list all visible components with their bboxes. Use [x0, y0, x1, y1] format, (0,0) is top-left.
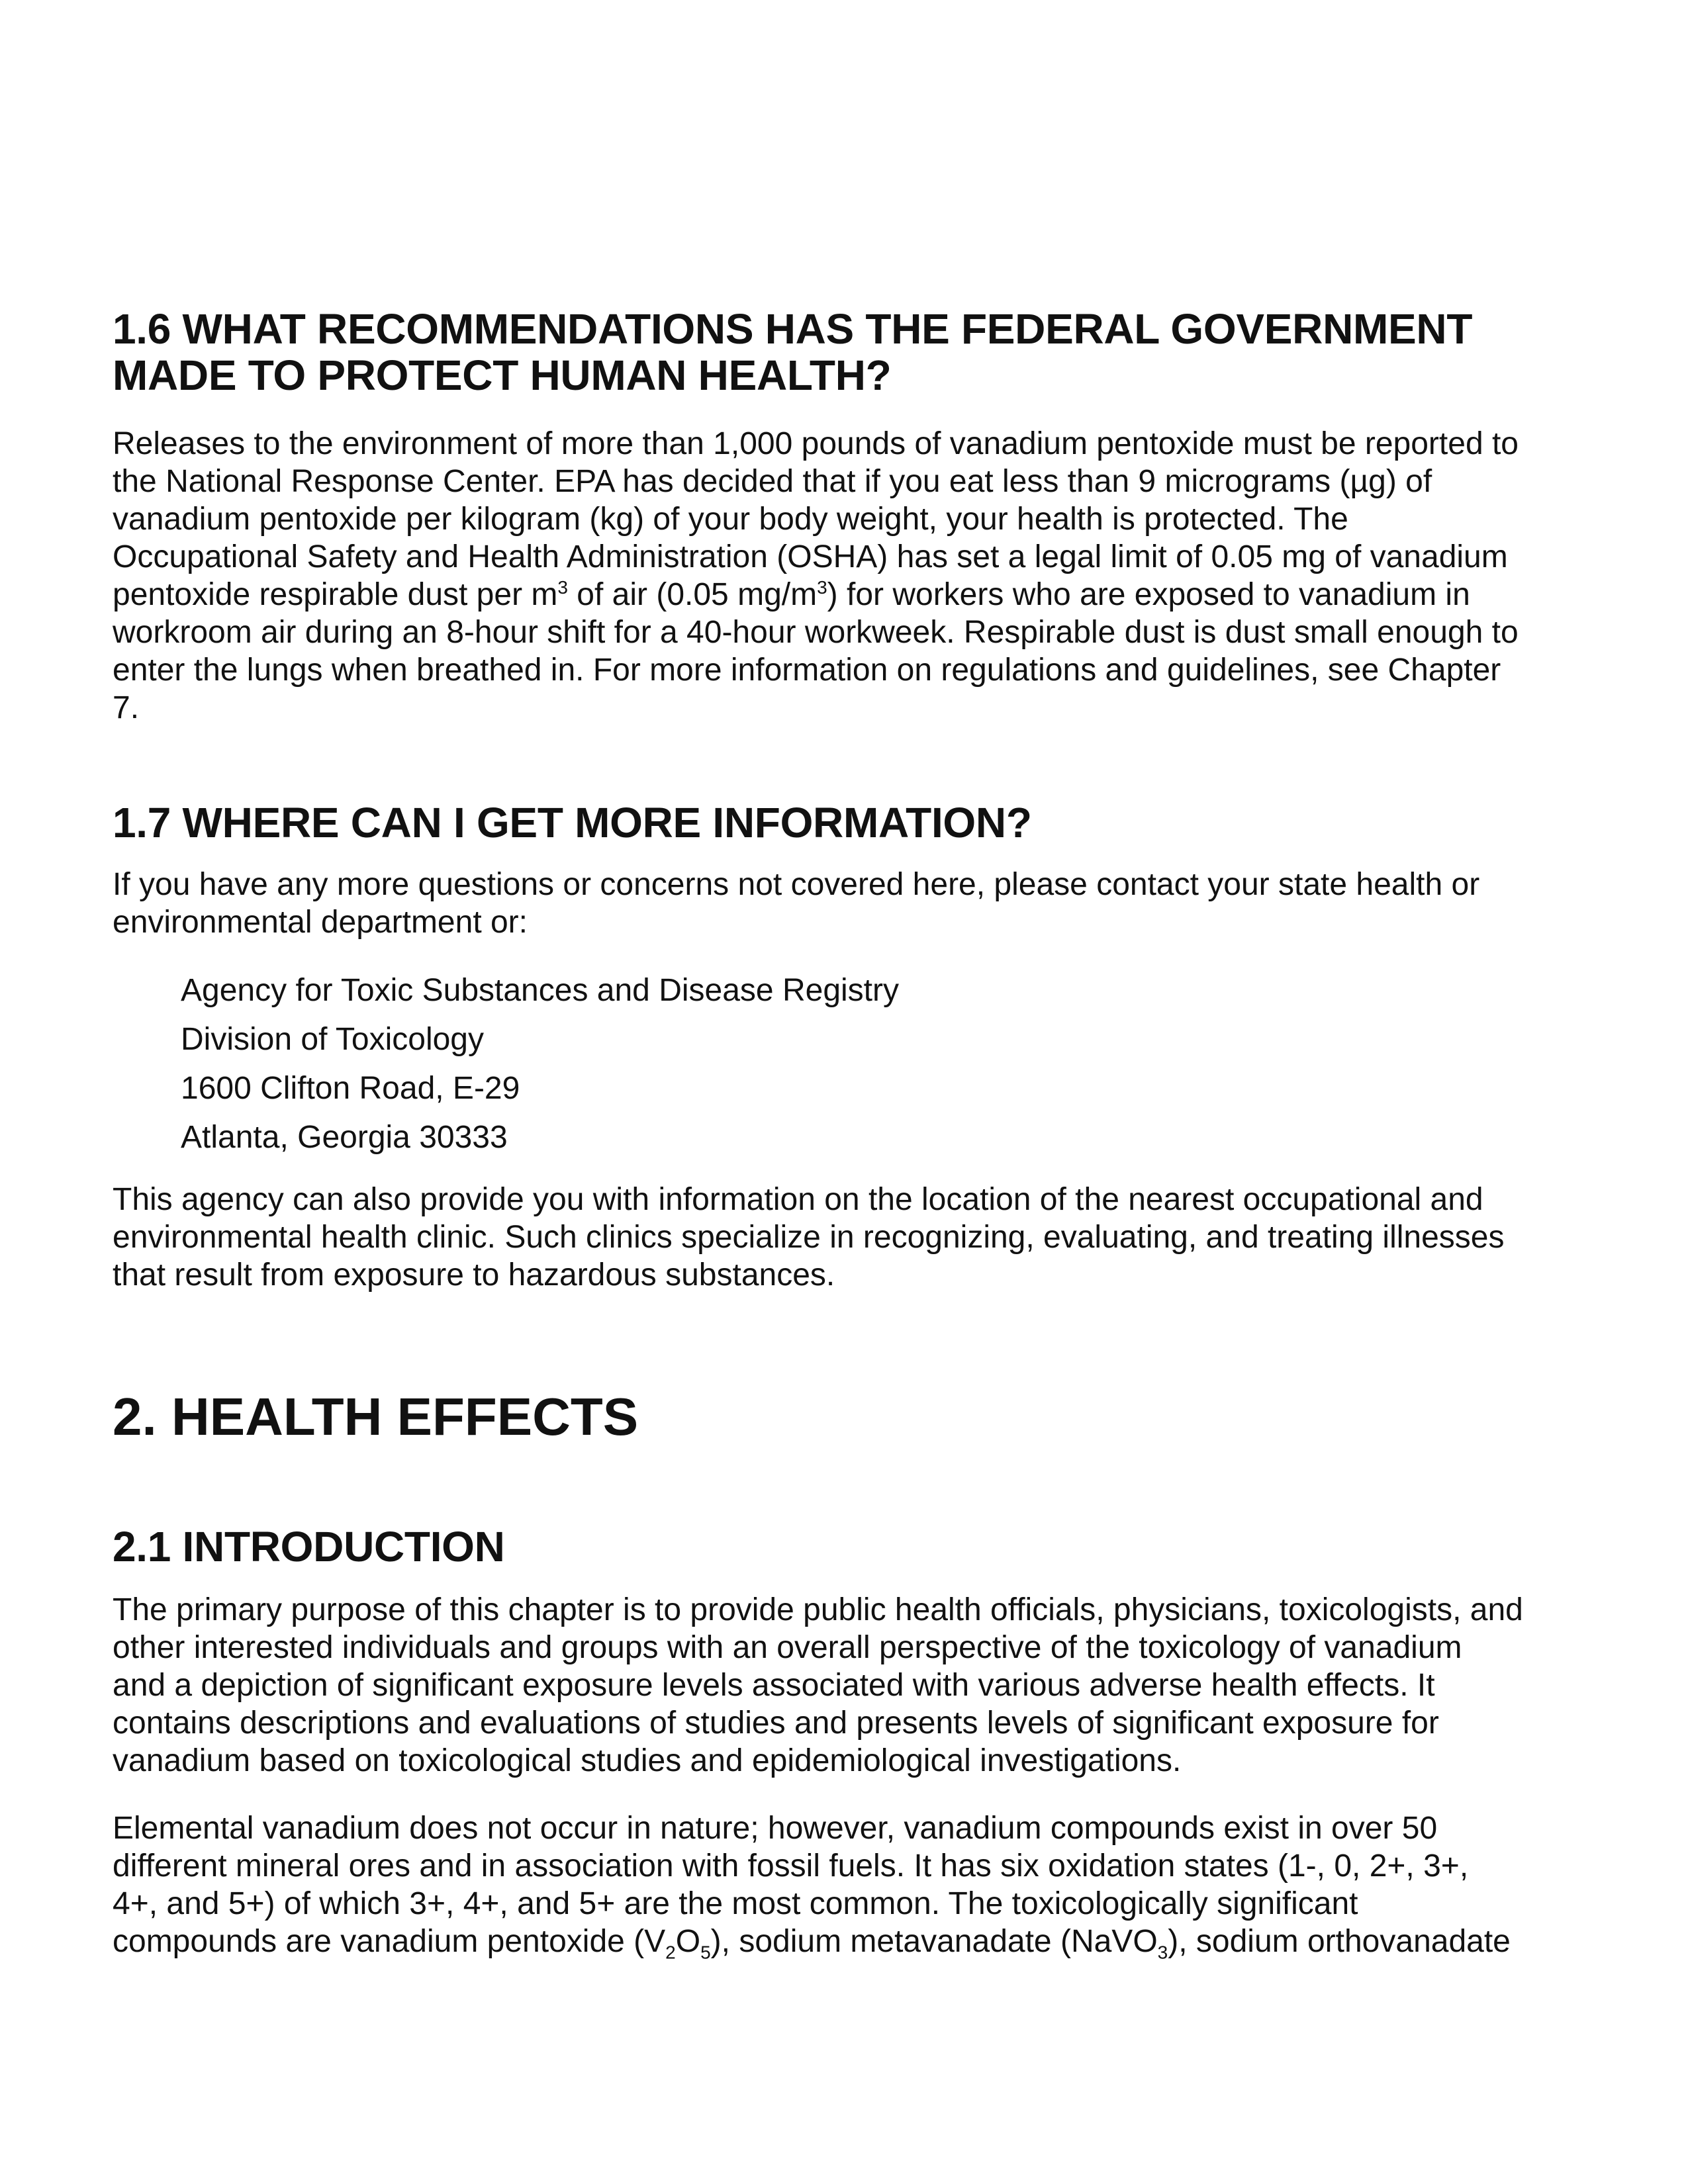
- subscript: 2: [665, 1942, 676, 1963]
- text-line: enter the lungs when breathed in. For more information on regulations and guidelines, see Chapter: [113, 653, 1501, 688]
- text-line-with-superscripts: [113, 576, 1595, 614]
- section-1-7-heading: [113, 799, 1032, 846]
- address-line: 1600 Clifton Road, E-29: [181, 1071, 520, 1106]
- text-fragment: compounds are vanadium pentoxide (V: [113, 1924, 666, 1959]
- text-line: The primary purpose of this chapter is to provide public health officials, physicians, toxicologists, and: [113, 1592, 1523, 1627]
- text-line: vanadium based on toxicological studies and epidemiological investigations.: [113, 1743, 1182, 1778]
- heading-line: 1.6 WHAT RECOMMENDATIONS HAS THE FEDERAL GOVERNMENT: [113, 305, 1473, 353]
- text-line: and a depiction of significant exposure levels associated with various adverse health effects. It: [113, 1668, 1435, 1703]
- text-line: workroom air during an 8-hour shift for a 40-hour workweek. Respirable dust is dust small enough to: [113, 615, 1519, 650]
- text-line: Elemental vanadium does not occur in nature; however, vanadium compounds exist in over 50: [113, 1811, 1438, 1846]
- section-1-6-paragraph: [113, 425, 1595, 727]
- text-line: the National Response Center. EPA has decided that if you eat less than 9 micrograms (µg) of: [113, 464, 1432, 499]
- text-line: other interested individuals and groups with an overall perspective of the toxicology of vanadium: [113, 1630, 1462, 1665]
- section-1-7-intro: [113, 866, 1595, 941]
- text-line: 4+, and 5+) of which 3+, 4+, and 5+ are the most common. The toxicologically significant: [113, 1886, 1358, 1921]
- text-fragment: O: [675, 1924, 701, 1959]
- text-line: environmental health clinic. Such clinics specialize in recognizing, evaluating, and treating illnesses: [113, 1220, 1505, 1255]
- section-1-6-heading: [113, 306, 1472, 398]
- section-2-1-paragraph-1: [113, 1591, 1595, 1780]
- contact-address: [181, 972, 899, 1156]
- text-line: This agency can also provide you with information on the location of the nearest occupational and: [113, 1182, 1483, 1217]
- heading-line: 2. HEALTH EFFECTS: [113, 1387, 639, 1446]
- text-fragment: ), sodium orthovanadate: [1168, 1924, 1511, 1959]
- address-line: Agency for Toxic Substances and Disease Registry: [181, 973, 899, 1008]
- text-line: contains descriptions and evaluations of studies and presents levels of significant exposure for: [113, 1706, 1439, 1741]
- text-fragment: ), sodium metavanadate (NaVO: [710, 1924, 1158, 1959]
- address-line: Atlanta, Georgia 30333: [181, 1120, 508, 1155]
- text-line: 7.: [113, 690, 140, 725]
- heading-line: 1.7 WHERE CAN I GET MORE INFORMATION?: [113, 799, 1032, 846]
- superscript: 3: [817, 577, 827, 598]
- section-2-1-paragraph-2: [113, 1809, 1595, 1963]
- heading-line: 2.1 INTRODUCTION: [113, 1523, 505, 1570]
- text-fragment: pentoxide respirable dust per m: [113, 577, 558, 612]
- text-fragment: ) for workers who are exposed to vanadium in: [827, 577, 1470, 612]
- text-line: that result from exposure to hazardous substances.: [113, 1257, 835, 1293]
- text-line: vanadium pentoxide per kilogram (kg) of your body weight, your health is protected. The: [113, 502, 1348, 537]
- subscript: 5: [700, 1942, 711, 1963]
- section-1-7-closing: [113, 1181, 1595, 1294]
- text-line: environmental department or:: [113, 905, 528, 940]
- superscript: 3: [557, 577, 568, 598]
- text-line: If you have any more questions or concerns not covered here, please contact your state health or: [113, 867, 1480, 902]
- text-line: Releases to the environment of more than 1,000 pounds of vanadium pentoxide must be reported to: [113, 426, 1519, 461]
- text-line: Occupational Safety and Health Administration (OSHA) has set a legal limit of 0.05 mg of vanadium: [113, 539, 1508, 574]
- text-line: different mineral ores and in association with fossil fuels. It has six oxidation states (1-, 0, 2+, 3+,: [113, 1848, 1469, 1884]
- chapter-2-heading: [113, 1387, 638, 1447]
- address-line: Division of Toxicology: [181, 1022, 484, 1057]
- text-fragment: of air (0.05 mg/m: [567, 577, 818, 612]
- section-2-1-heading: [113, 1524, 505, 1570]
- text-line-with-subscripts: [113, 1923, 1595, 1963]
- heading-line: MADE TO PROTECT HUMAN HEALTH?: [113, 351, 892, 399]
- subscript: 3: [1157, 1942, 1168, 1963]
